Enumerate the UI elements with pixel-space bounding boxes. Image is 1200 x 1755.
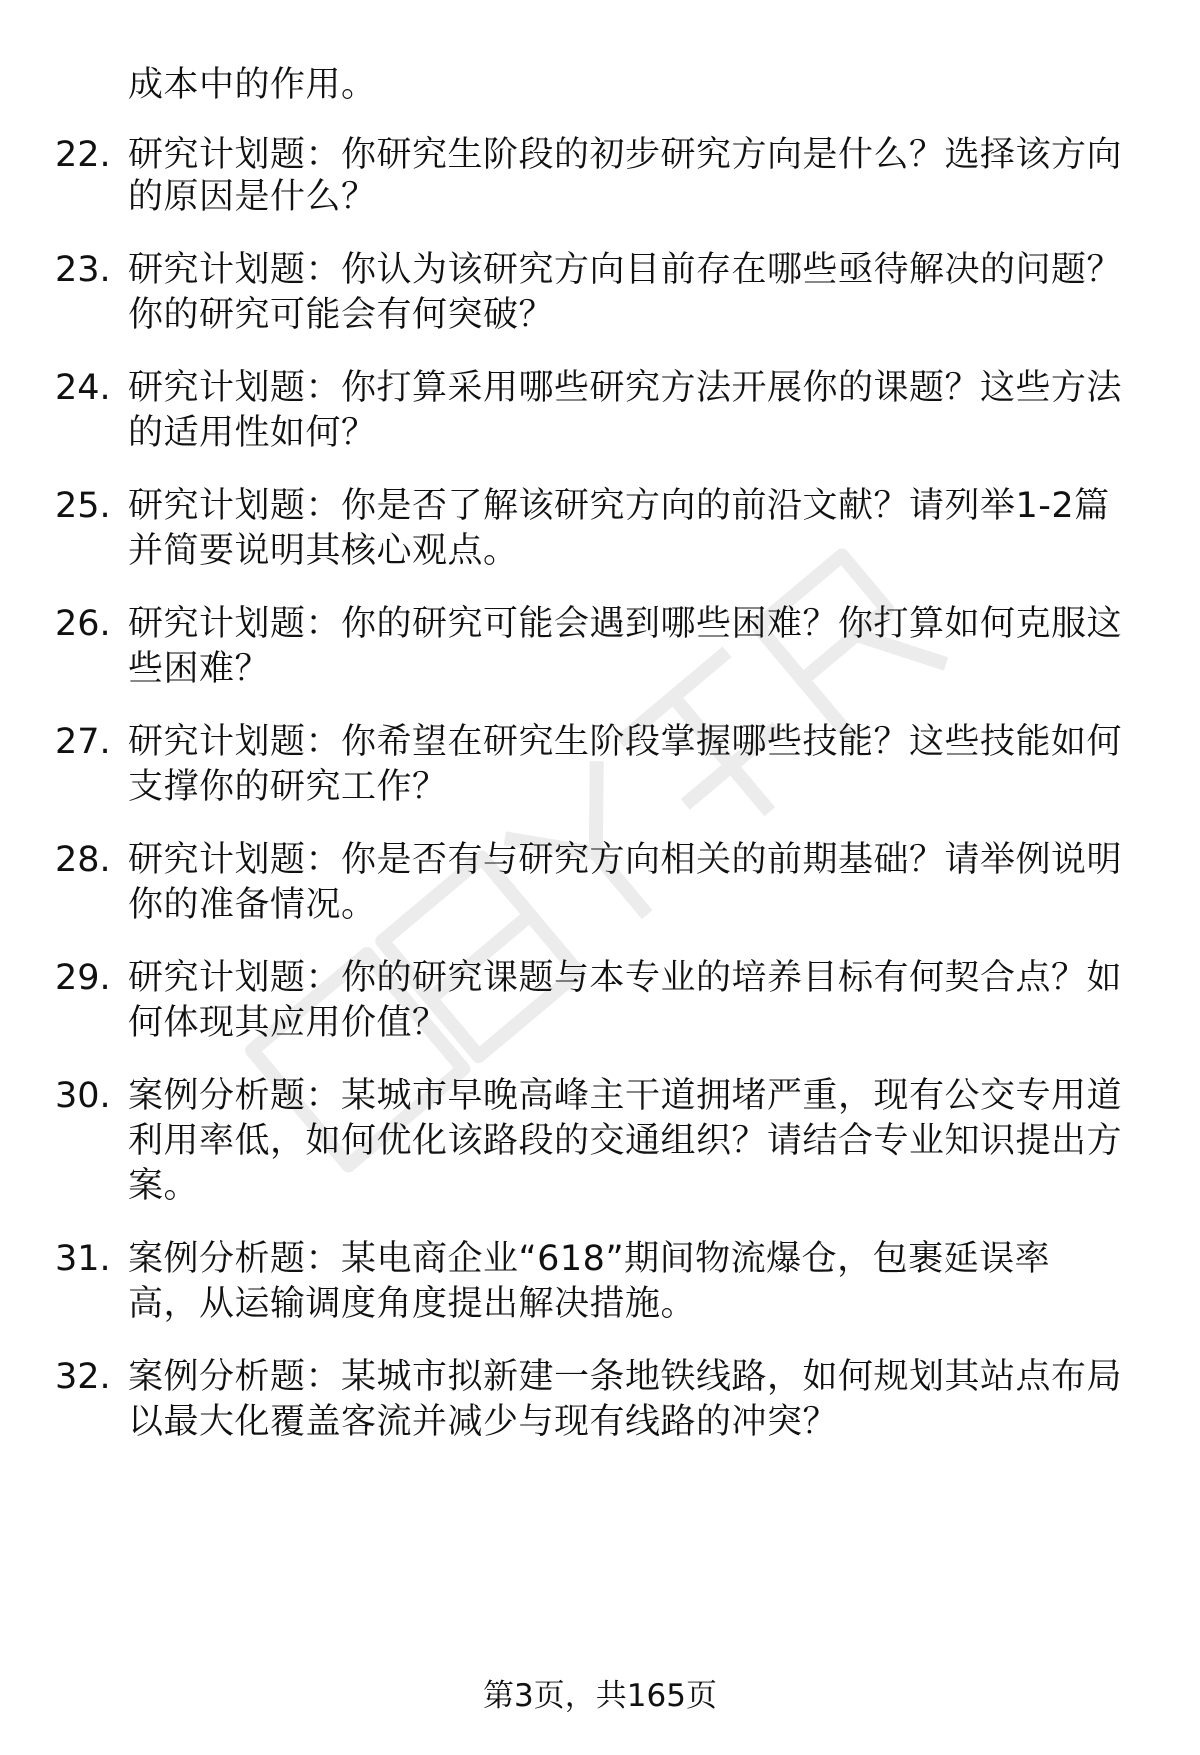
item-line: 高，从运输调度角度提出解决措施。 (128, 1284, 697, 1324)
item-line: 研究计划题：你打算采用哪些研究方法开展你的课题？这些方法 (128, 368, 1123, 408)
item-line: 案。 (128, 1166, 200, 1206)
page-footer: 第3页，共165页 (483, 1678, 717, 1714)
item-line: 以最大化覆盖客流并减少与现有线路的冲突？ (128, 1402, 839, 1442)
item-line: 研究计划题：你认为该研究方向目前存在哪些亟待解决的问题？ (128, 250, 1123, 290)
item-line: 并简要说明其核心观点。 (128, 531, 519, 571)
item-line: 你的研究可能会有何突破？ (128, 295, 555, 335)
item-number: 22. (55, 135, 111, 175)
item-line: 研究计划题：你的研究可能会遇到哪些困难？你打算如何克服这 (128, 604, 1123, 644)
item-number: 28. (55, 840, 111, 880)
item-line: 案例分析题：某电商企业“618”期间物流爆仓，包裹延误率 (128, 1239, 1051, 1279)
item-number: 30. (55, 1076, 111, 1116)
item-line: 案例分析题：某城市拟新建一条地铁线路，如何规划其站点布局 (128, 1357, 1123, 1397)
item-line: 利用率低，如何优化该路段的交通组织？请结合专业知识提出方 (128, 1121, 1123, 1161)
continuation-line: 成本中的作用。 (128, 65, 377, 105)
item-line: 研究计划题：你是否了解该研究方向的前沿文献？请列举1-2篇 (128, 486, 1110, 526)
item-number: 29. (55, 958, 111, 998)
item-line: 研究计划题：你的研究课题与本专业的培养目标有何契合点？如 (128, 958, 1123, 998)
item-number: 32. (55, 1357, 111, 1397)
item-line: 研究计划题：你是否有与研究方向相关的前期基础？请举例说明 (128, 840, 1123, 880)
item-line: 支撑你的研究工作？ (128, 767, 448, 807)
item-line: 研究计划题：你研究生阶段的初步研究方向是什么？选择该方向 (128, 135, 1123, 175)
item-line: 的原因是什么？ (128, 177, 377, 217)
item-line: 案例分析题：某城市早晚高峰主干道拥堵严重，现有公交专用道 (128, 1076, 1123, 1116)
item-number: 26. (55, 604, 111, 644)
item-number: 31. (55, 1239, 111, 1279)
item-line: 研究计划题：你希望在研究生阶段掌握哪些技能？这些技能如何 (128, 722, 1123, 762)
item-line: 何体现其应用价值？ (128, 1003, 448, 1043)
item-number: 25. (55, 486, 111, 526)
item-number: 23. (55, 250, 111, 290)
item-line: 的适用性如何？ (128, 413, 377, 453)
item-line: 些困难？ (128, 649, 271, 689)
item-line: 你的准备情况。 (128, 885, 377, 925)
item-number: 27. (55, 722, 111, 762)
item-number: 24. (55, 368, 111, 408)
